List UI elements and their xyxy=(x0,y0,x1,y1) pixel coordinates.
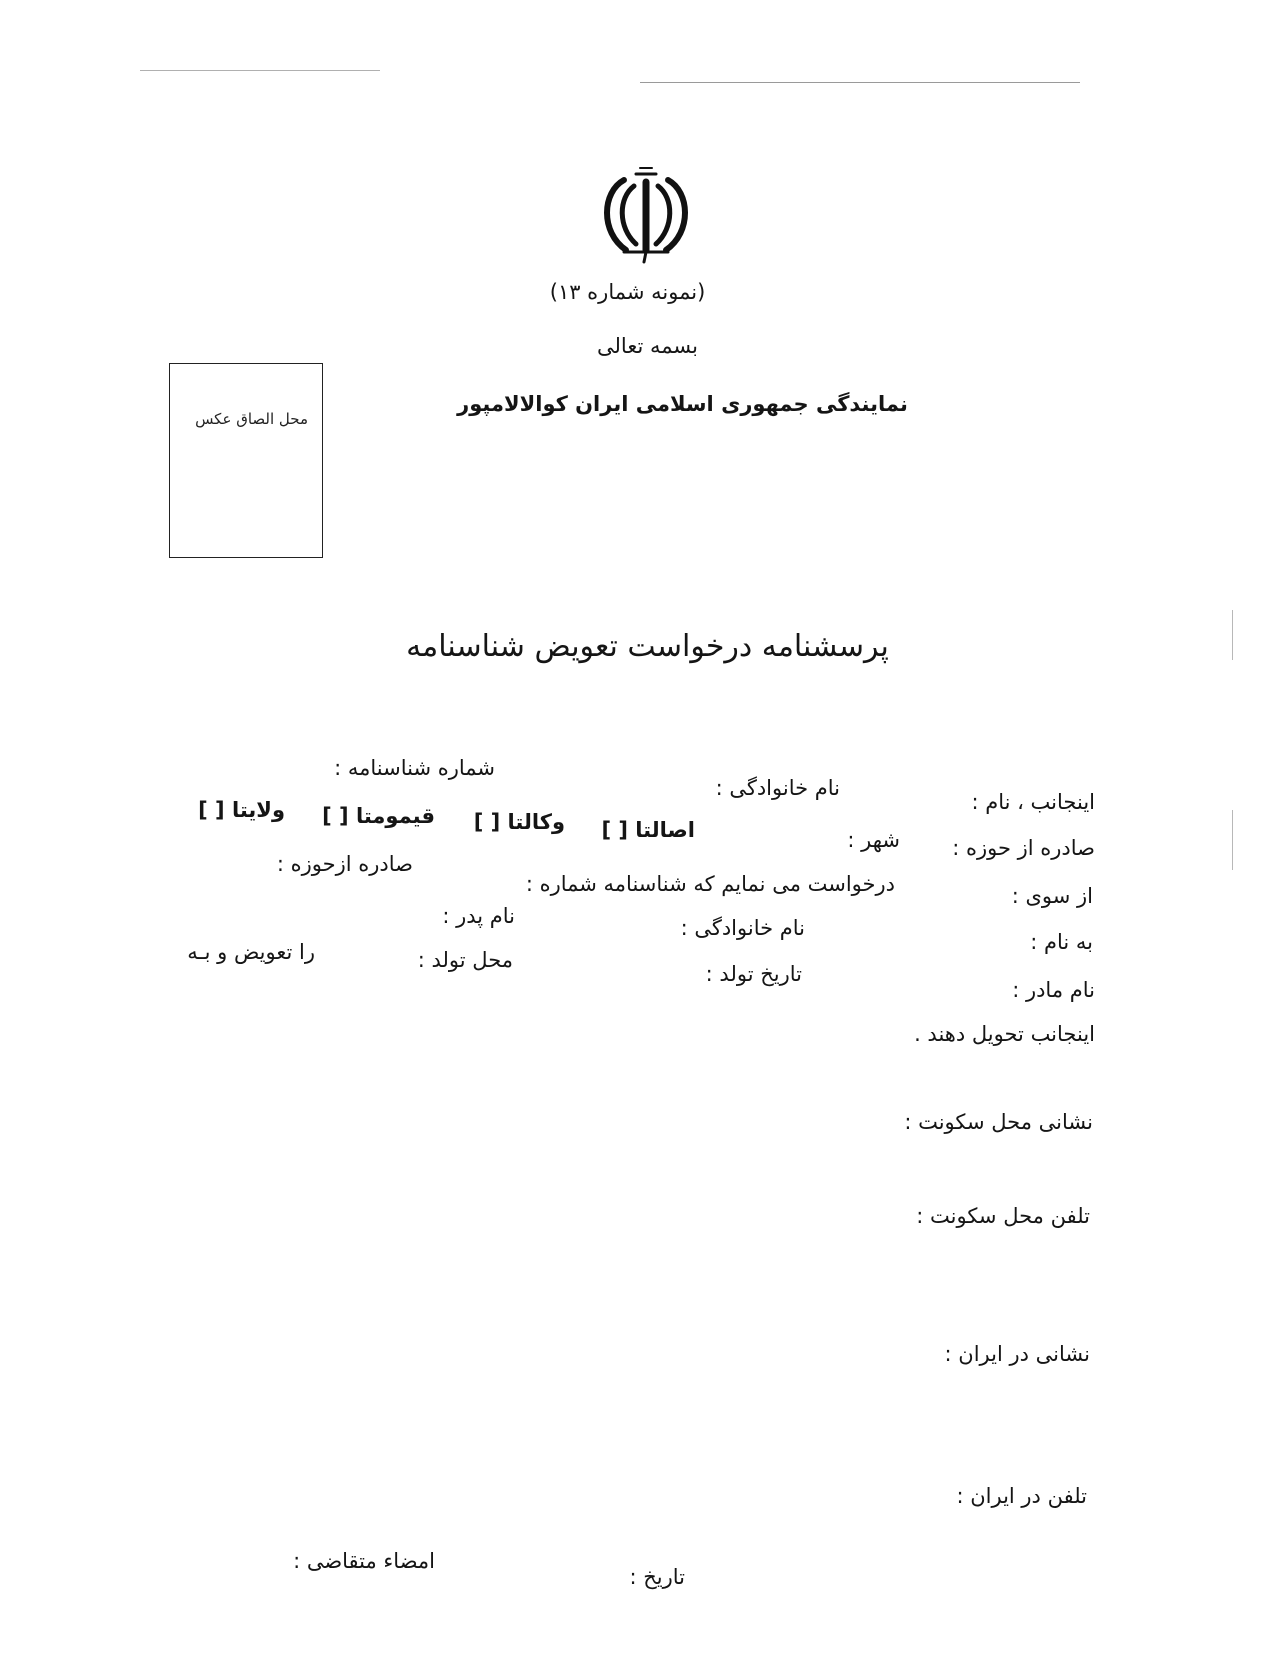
emblem-icon xyxy=(594,166,698,266)
issued-from-2-label: صادره ازحوزه : xyxy=(276,852,413,876)
applicant-name-label: اینجانب ، نام : xyxy=(971,790,1095,814)
named-label: به نام : xyxy=(1030,930,1093,954)
document-title: پرسشنامه درخواست تعویض شناسنامه xyxy=(406,629,889,664)
surname-label: نام خانوادگی : xyxy=(715,776,840,800)
invocation: بسمه تعالی xyxy=(597,334,698,358)
birth-place-label: محل تولد : xyxy=(417,948,513,972)
residence-phone-label: تلفن محل سکونت : xyxy=(916,1204,1090,1228)
replace-and-text: را تعویض و بـه xyxy=(187,940,315,964)
option-vekalatan: وکالتا [ ] xyxy=(473,810,565,834)
birth-date-label: تاریخ تولد : xyxy=(705,962,802,986)
form-number: (نمونه شماره ۱۳) xyxy=(549,280,706,304)
option-velayatan: ولایتا [ ] xyxy=(198,798,285,822)
iran-address-label: نشانی در ایران : xyxy=(944,1342,1090,1366)
father-name-label: نام پدر : xyxy=(442,904,515,928)
issued-from-label: صادره از حوزه : xyxy=(952,836,1095,860)
surname-2-label: نام خانوادگی : xyxy=(680,916,805,940)
photo-box-label: محل الصاق عکس xyxy=(195,410,308,428)
date-label: تاریخ : xyxy=(629,1565,685,1589)
id-number-label: شماره شناسنامه : xyxy=(334,756,495,780)
option-asalatan: اصالتا [ ] xyxy=(601,818,695,842)
photo-placeholder-box xyxy=(169,363,323,558)
applicant-signature-label: امضاء متقاضی : xyxy=(293,1549,435,1573)
option-qeymumatan: قیمومتا [ ] xyxy=(322,804,435,828)
on-behalf-label: از سوی : xyxy=(1011,884,1093,908)
request-text: درخواست می نمایم که شناسنامه شماره : xyxy=(525,872,895,896)
issuer-title: نمایندگی جمهوری اسلامی ایران کوالالامپور xyxy=(457,392,908,416)
residence-address-label: نشانی محل سکونت : xyxy=(904,1110,1093,1134)
mother-name-label: نام مادر : xyxy=(1012,978,1095,1002)
deliver-text: اینجانب تحویل دهند . xyxy=(914,1022,1095,1046)
city-label: شهر : xyxy=(847,828,900,852)
iran-phone-label: تلفن در ایران : xyxy=(956,1484,1087,1508)
